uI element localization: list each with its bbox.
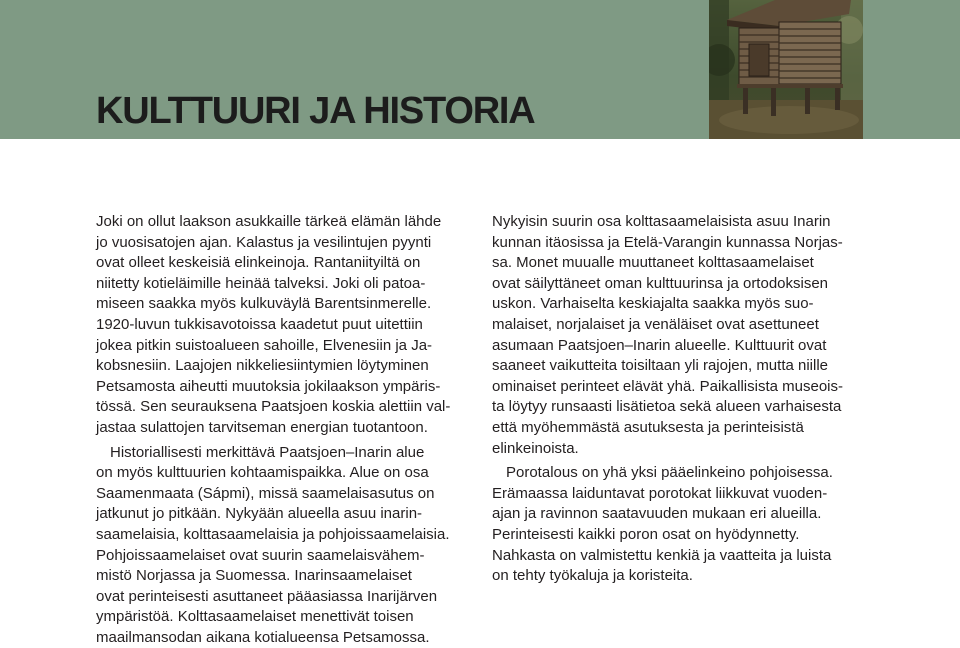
paragraph-line: on tehty työkaluja ja koristeita. [492,567,693,585]
paragraph-line: tössä. Sen seurauksena Paatsjoen koskia alettiin val- [96,398,451,416]
paragraph-line: Pohjoissaamelaiset ovat suurin saamelaisvähem- [96,546,425,564]
paragraph-line: ovat perinteisesti asuttaneet pääasiassa Inarijärven [96,587,438,605]
paragraph-line: maailmansodan aikana kotialueensa Petsamossa. [96,628,430,646]
paragraph-line: jastaa sulattojen tarvitseman energian tuotantoon. [96,418,428,436]
paragraph-line: Perinteisesti kaikki poron osat on hyödynnetty. [492,525,800,543]
right-text-column [492,212,866,587]
paragraph-line: on myös kulttuurien kohtaamispaikka. Alue on osa [96,464,429,482]
paragraph-line: Petsamosta aiheutti muutoksia jokilaakson ympäris- [96,377,441,395]
paragraph-line: 1920-luvun tukkisavotoissa kaadetut puut uitettiin [96,315,423,333]
paragraph-line: Nykyisin suurin osa kolttasaamelaisista asuu Inarin [492,213,831,230]
paragraph-line: niitetty kotieläimille heinää talveksi. Joki oli patoa- [96,274,426,292]
paragraph-line: ympäristöä. Kolttasaamelaiset menettivät toisen [96,608,414,626]
paragraph-line: Joki on ollut laakson asukkaille tärkeä elämän lähde [96,213,442,230]
paragraph-line: ta löytyy runsaasti lisätietoa sekä alueen varhaisesta [492,398,842,416]
paragraph-line: malaiset, norjalaiset ja venäläiset ovat asettuneet [492,315,819,333]
paragraph-line: ovat säilyttäneet oman kulttuurinsa ja ortodoksisen [492,274,829,292]
left-text-column [96,212,468,648]
paragraph-line: Nahkasta on valmistettu kenkiä ja vaatteita ja luista [492,546,832,564]
paragraph-line: miseen saakka myös kulkuväylä Barentsinmerelle. [96,295,432,313]
paragraph-line: jatkunut jo pitkään. Nykyään alueella asuu inarin- [96,505,423,523]
paragraph-line: saamelaisia, kolttasaamelaisia ja pohjoissaamelaisia. [96,525,450,543]
paragraph-line: asumaan Paatsjoen–Inarin alueelle. Kulttuurit ovat [492,336,827,354]
paragraph-line: sa. Monet muualle muuttaneet kolttasaamelaiset [492,254,814,272]
paragraph-line: uskon. Varhaiselta keskiajalta saakka myös suo- [492,295,814,313]
paragraph-line: elinkeinoista. [492,439,579,457]
paragraph-line: että myöhemmästä asutuksesta ja perinteisistä [492,418,804,436]
page-title: KULTTUURI JA HISTORIA [96,90,535,132]
paragraph-line: ominaiset perinteet elävät yhä. Paikallisista museois- [492,377,843,395]
paragraph-line: jo vuosisatojen ajan. Kalastus ja vesilintujen pyynti [96,233,432,251]
paragraph-line: ovat olleet keskeisiä elinkeinoja. Rantaniityiltä on [96,254,421,272]
paragraph-line: mistö Norjassa ja Suomessa. Inarinsaamelaiset [96,567,412,585]
paragraph-line: Porotalous on yhä yksi pääelinkeino pohjoisessa. [506,464,833,482]
paragraph-line: Saamenmaata (Sápmi), missä saamelaisasutus on [96,484,435,502]
paragraph-line: ajan ja ravinnon saatavuuden mukaan eri alueilla. [492,505,822,523]
paragraph-line: Erämaassa laiduntavat porotokat liikkuvat vuoden- [492,484,828,502]
paragraph-line: kunnan itäosissa ja Etelä-Varangin kunnassa Norjas- [492,233,843,251]
paragraph-line: jokea pitkin suistoalueen sahoille, Elvenesiin ja Ja- [96,336,433,354]
log-storehouse-photo [709,0,863,139]
paragraph-line: kobsnesiin. Laajojen nikkeliesiintymien löytyminen [96,357,429,375]
paragraph-line: saaneet vaikutteita toisiltaan yli rajojen, mutta niille [492,357,829,375]
paragraph-line: Historiallisesti merkittävä Paatsjoen–Inarin alue [110,443,425,461]
